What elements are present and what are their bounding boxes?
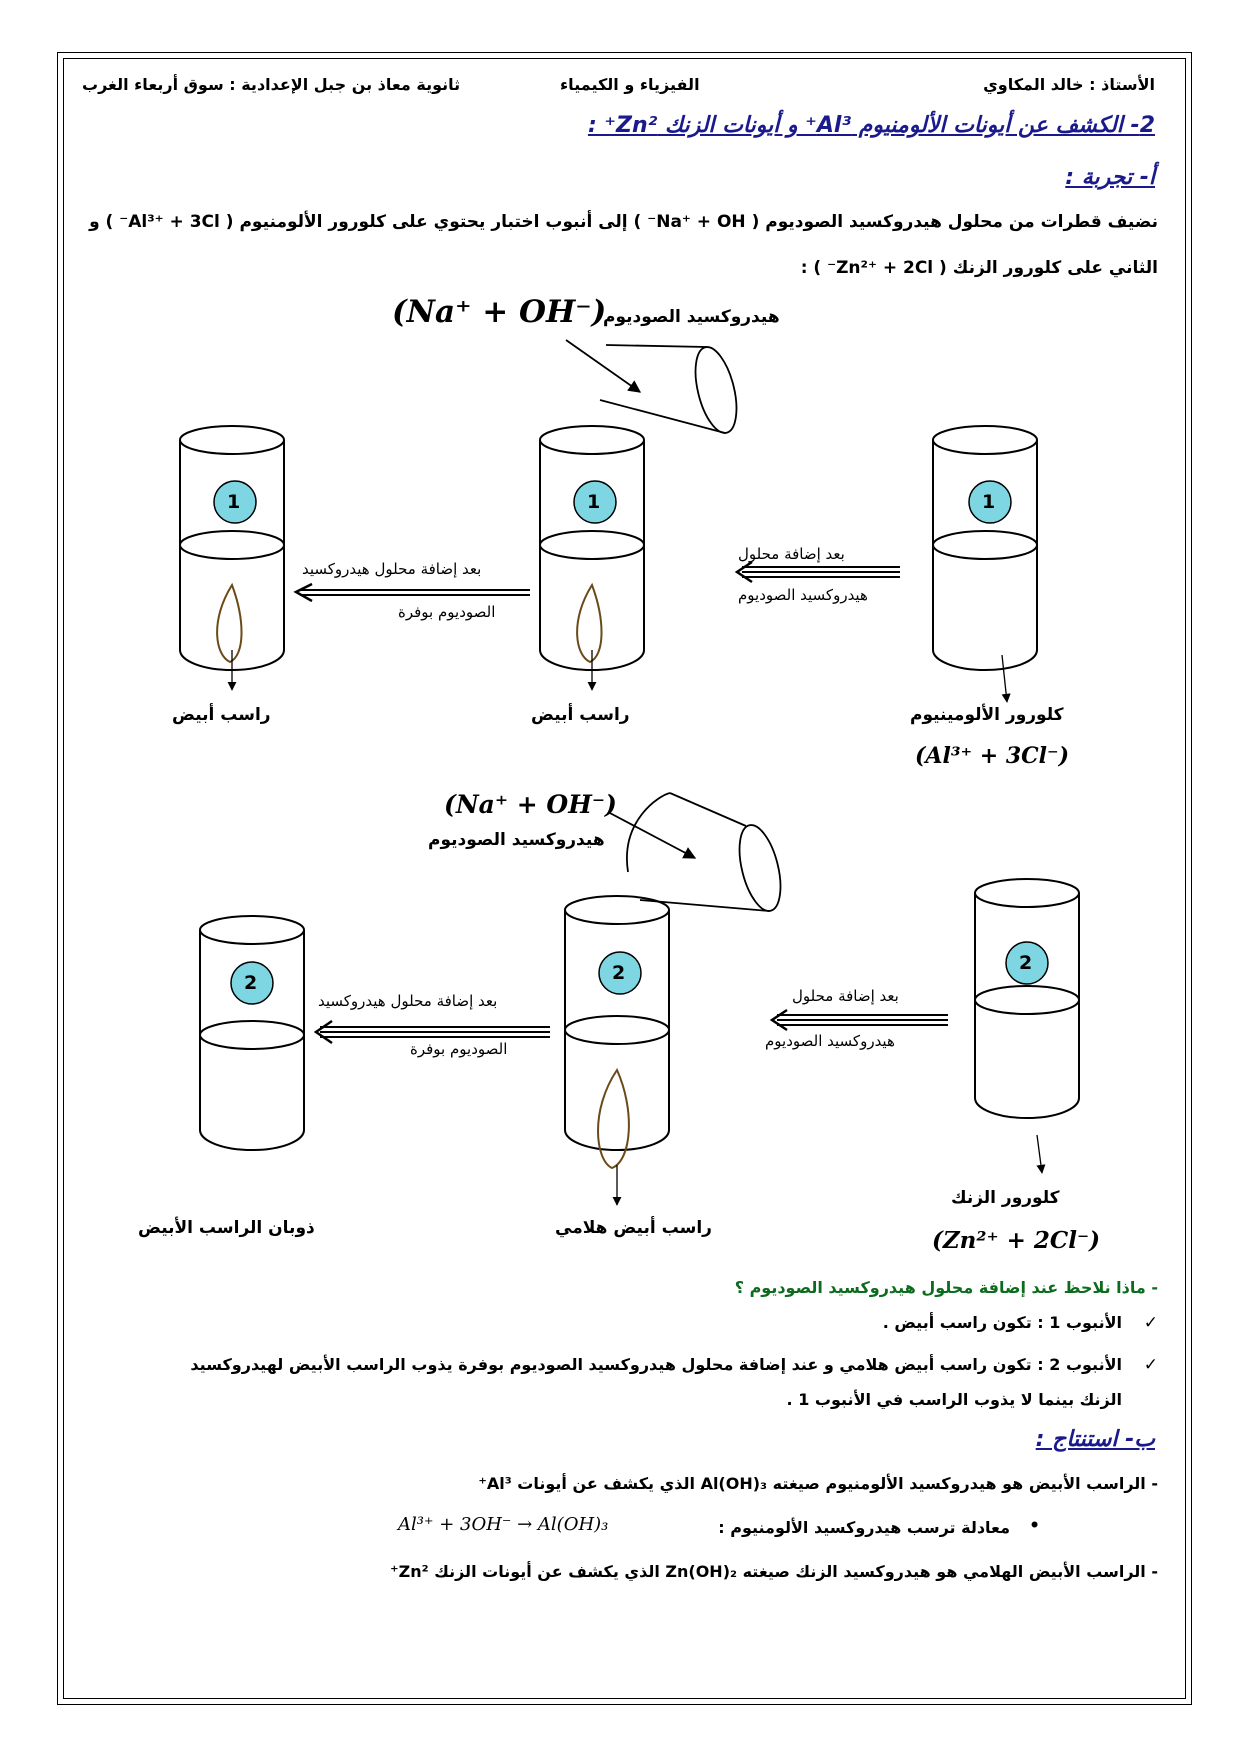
header-school: ثانوية معاذ بن جبل الإعدادية : سوق أربعاء الغرب <box>82 75 461 94</box>
tube-number-2c: 2 <box>1019 952 1033 974</box>
tube-2-left <box>200 916 304 1150</box>
bullet-icon: • <box>1029 1516 1040 1536</box>
tube-number-2b: 2 <box>612 962 626 984</box>
label-1-right-formula: (Al³⁺ + 3Cl⁻) <box>915 743 1070 769</box>
tube-number-1c: 1 <box>982 491 996 513</box>
reagent-2-name: هيدروكسيد الصوديوم <box>428 830 605 850</box>
process-arrow-1-right <box>737 562 900 582</box>
tube-number-2a: 2 <box>244 972 258 994</box>
reagent-beaker-1 <box>566 340 744 437</box>
conclusion-line1: - الراسب الأبيض هو هيدروكسيد الألومنيوم صيغته Al(OH)₃ الذي يكشف عن أيونات Al³⁺ <box>478 1474 1158 1493</box>
arrow-2-right-line2: هيدروكسيد الصوديوم <box>765 1032 895 1050</box>
arrow-1-right-line1: بعد إضافة محلول <box>738 545 845 563</box>
observation-question: - ماذا نلاحظ عند إضافة محلول هيدروكسيد الصوديوم ؟ <box>734 1278 1158 1297</box>
tube-1-right <box>933 426 1037 670</box>
tube-1-left <box>180 426 284 670</box>
arrow-2-left-line2: الصوديوم بوفرة <box>410 1040 508 1058</box>
process-arrow-2-right <box>772 1010 948 1030</box>
precipitate-1-left <box>217 585 241 662</box>
label-1-right: كلورور الألومينيوم <box>910 705 1064 725</box>
header-teacher: الأستاذ : خالد المكاوي <box>983 75 1155 94</box>
section-title: 2- الكشف عن أيونات الألومنيوم Al³⁺ و أيونات الزنك Zn²⁺ : <box>587 113 1155 138</box>
precipitate-2-middle <box>598 1070 629 1168</box>
tube-number-1a: 1 <box>227 491 241 513</box>
observation-item2-line2: الزنك بينما لا يذوب الراسب في الأنبوب 1 . <box>786 1390 1122 1409</box>
equation: Al³⁺ + 3OH⁻ → Al(OH)₃ <box>398 1514 609 1535</box>
observation-item1: الأنبوب 1 : تكون راسب أبيض . <box>882 1313 1122 1332</box>
arrow-1-left-line2: الصوديوم بوفرة <box>398 603 496 621</box>
observation-item2-line1: الأنبوب 2 : تكون راسب أبيض هلامي و عند إضافة محلول هيدروكسيد الصوديوم بوفرة يذوب الراسب الأبيض لهيدروكسيد <box>190 1355 1122 1374</box>
label-2-right: كلورور الزنك <box>951 1188 1060 1208</box>
label-2-right-formula: (Zn²⁺ + 2Cl⁻) <box>932 1227 1100 1254</box>
tube-number-1b: 1 <box>587 491 601 513</box>
check-icon: ✓ <box>1143 1355 1158 1375</box>
equation-label: معادلة ترسب هيدروكسيد الألومنيوم : <box>718 1518 1010 1537</box>
label-2-left: ذوبان الراسب الأبيض <box>138 1218 315 1238</box>
header-subject: الفيزياء و الكيمياء <box>560 75 700 94</box>
reagent-1-name: هيدروكسيد الصوديوم <box>603 307 780 327</box>
label-2-middle: راسب أبيض هلامي <box>555 1218 712 1238</box>
process-arrow-1-left <box>296 584 530 601</box>
experiment-heading: أ- تجربة : <box>1065 165 1155 190</box>
experiment-intro-line2: الثاني على كلورور الزنك ( Zn²⁺ + 2Cl⁻ ) : <box>800 258 1158 278</box>
experiment-intro-line1: نضيف قطرات من محلول هيدروكسيد الصوديوم ( Na⁺ + OH⁻ ) إلى أنبوب اختبار يحتوي على كلورور الألومنيوم ( Al³⁺ + 3Cl⁻ ) و <box>89 212 1158 232</box>
label-1-middle: راسب أبيض <box>531 705 630 725</box>
arrow-1-left-line1: بعد إضافة محلول هيدروكسيد <box>302 560 482 578</box>
arrow-2-left-line1: بعد إضافة محلول هيدروكسيد <box>318 992 498 1010</box>
label-1-left: راسب أبيض <box>172 705 271 725</box>
precipitate-1-middle <box>577 585 601 662</box>
conclusion-line2: - الراسب الأبيض الهلامي هو هيدروكسيد الزنك صيغته Zn(OH)₂ الذي يكشف عن أيونات الزنك Zn²⁺ <box>390 1562 1158 1581</box>
reagent-2-formula: (Na⁺ + OH⁻) <box>444 790 617 819</box>
conclusion-heading: ب- استنتاج : <box>1035 1427 1155 1452</box>
arrow-1-right-line2: هيدروكسيد الصوديوم <box>738 586 868 604</box>
tube-1-middle <box>540 426 644 670</box>
tube-2-right <box>975 879 1079 1118</box>
tube-2-middle <box>565 896 669 1150</box>
arrow-2-right-line1: بعد إضافة محلول <box>792 987 899 1005</box>
check-icon: ✓ <box>1143 1313 1158 1333</box>
reagent-1-formula: (Na⁺ + OH⁻) <box>392 294 607 330</box>
